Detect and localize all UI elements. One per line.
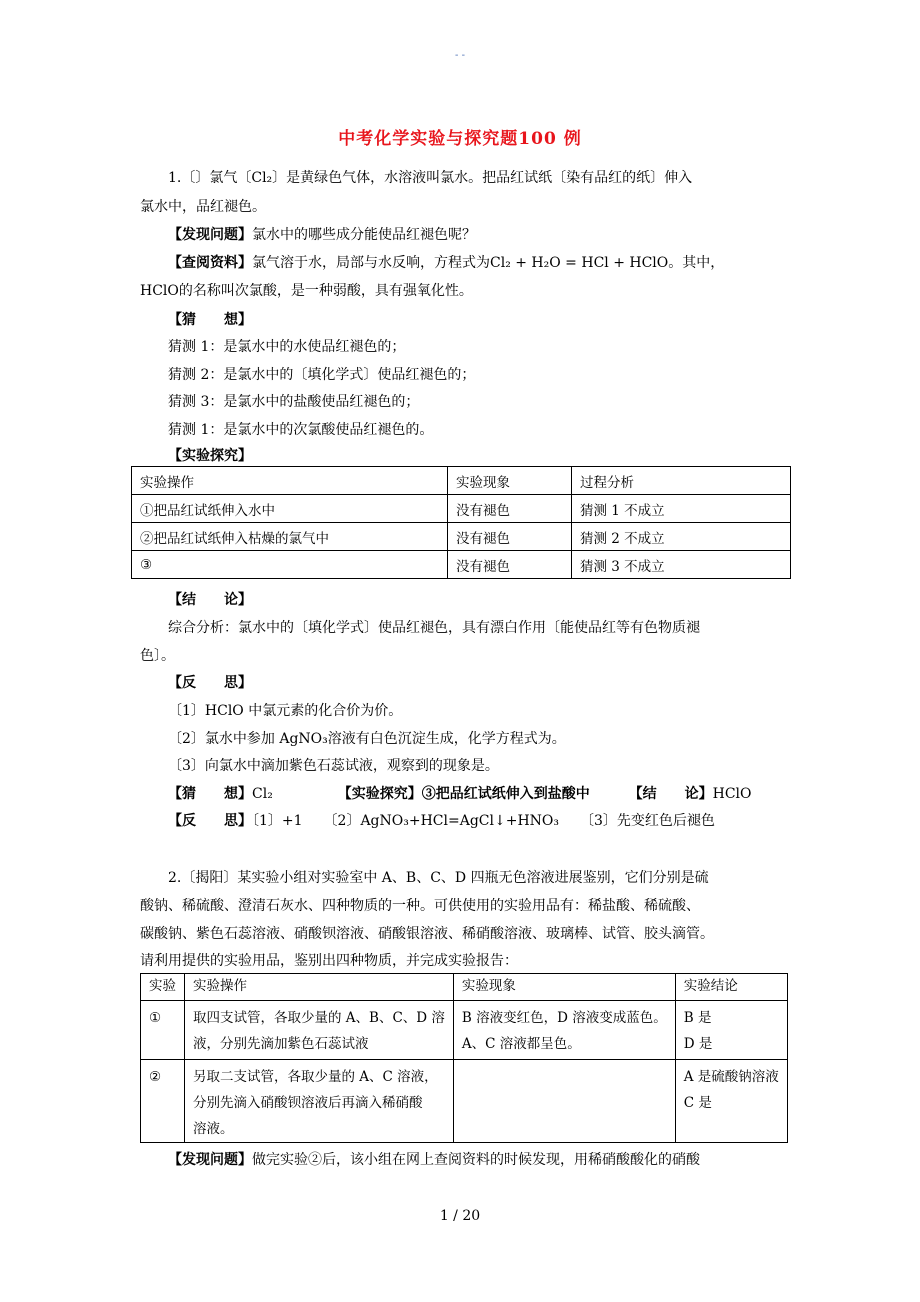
q1-guess-2: 猜测 2：是氯水中的〔填化学式〕使品红褪色的； (168, 367, 476, 383)
cell-line: 液，分别先滴加紫色石蕊试液 (193, 1036, 369, 1052)
q1-lookup-line2: HClO的名称叫次氯酸，是一种弱酸，具有强氧化性。 (140, 283, 473, 299)
table-row (132, 523, 791, 551)
discover-label: 【发现问题】 (168, 227, 252, 243)
q2-line2: 酸钠、稀硫酸、澄清石灰水、四种物质的一种。可供使用的实验用品有：稀盐酸、稀硫酸、 (140, 898, 700, 914)
lookup-label: 【查阅资料】 (168, 255, 252, 271)
discover-text: 做完实验②后，该小组在网上查阅资料的时候发现，用稀硝酸酸化的硝酸 (252, 1152, 700, 1168)
table-cell: 没有褪色 (448, 495, 572, 523)
q1-intro-line1: 1.〔〕氯气〔Cl₂〕是黄绿色气体，水溶液叫氯水。把品红试纸〔染有品红的纸〕伸入 (168, 170, 693, 186)
header-mark: - - (455, 50, 465, 61)
table-header: 实验现象 (448, 467, 572, 495)
discover-text: 氯水中的哪些成分能使品红褪色呢？ (252, 227, 476, 243)
table-header: 实验 (141, 974, 185, 1001)
cell-line: B 溶液变红色，D 溶液变成蓝色。 (461, 1010, 667, 1026)
q2-report-table (140, 973, 788, 1143)
cell-line: 另取二支试管，各取少量的 A、C 溶液， (193, 1069, 438, 1085)
q2-discover (168, 1150, 700, 1170)
table-header: 实验结论 (675, 974, 787, 1001)
q1-guess-label: 【猜 想】 (168, 312, 252, 328)
cell-line: A、C 溶液都呈色。 (461, 1036, 581, 1052)
table-cell: ①把品红试纸伸入水中 (132, 495, 448, 523)
answer-explore: ③把品红试纸伸入到盐酸中 (421, 786, 590, 802)
answer-guess: Cl₂ (252, 786, 273, 802)
q1-guess-1: 猜测 1：是氯水中的水使品红褪色的； (168, 339, 406, 355)
table-cell: ②把品红试纸伸入枯燥的氯气中 (132, 523, 448, 551)
table-cell: ① (141, 1001, 185, 1060)
q1-reflect-2: 〔2〕氯水中参加 AgNO₃溶液有白色沉淀生成，化学方程式为。 (168, 731, 566, 747)
cell-line: 分别先滴入硝酸钡溶液后再滴入稀硝酸 (193, 1095, 423, 1111)
table-header-row (141, 974, 788, 1001)
page-number: 1 / 20 (439, 1208, 481, 1224)
table-cell: 没有褪色 (448, 551, 572, 579)
document-title: 中考化学实验与探究题100 例 (338, 129, 582, 149)
table-cell: ② (141, 1060, 185, 1143)
table-cell (675, 1060, 787, 1143)
q1-guess-4: 猜测 1：是氯水中的次氯酸使品红褪色的。 (168, 422, 434, 438)
table-cell (453, 1060, 675, 1143)
table-cell: 没有褪色 (448, 523, 572, 551)
table-header: 实验现象 (453, 974, 675, 1001)
answer-conclusion: HClO (712, 786, 752, 802)
q1-intro-line2: 氯水中，品红褪色。 (140, 199, 266, 215)
answer-reflect-label: 【反 思】 (168, 813, 252, 829)
table-header-row (132, 467, 791, 495)
q2-line1: 2.〔揭阳〕某实验小组对实验室中 A、B、C、D 四瓶无色溶液进展鉴别，它们分别是硫 (168, 870, 709, 886)
cell-line: 溶液。 (193, 1121, 234, 1137)
q1-explore-label: 【实验探究】 (168, 448, 252, 464)
q1-discover (168, 225, 476, 245)
answer-guess-label: 【猜 想】 (168, 786, 252, 802)
table-cell: 猜测 1 不成立 (572, 495, 791, 523)
cell-line: D 是 (683, 1036, 713, 1052)
cell-line: B 是 (683, 1010, 712, 1026)
q2-line3: 碳酸钠、紫色石蕊溶液、硝酸钡溶液、硝酸银溶液、稀硝酸溶液、玻璃棒、试管、胶头滴管。 (140, 926, 714, 942)
table-header: 实验操作 (185, 974, 454, 1001)
q1-reflect-1: 〔1〕HClO 中氯元素的化合价为价。 (168, 703, 403, 719)
answer-explore-label: 【实验探究】 (337, 786, 422, 802)
q2-line4: 请利用提供的实验用品，鉴别出四种物质，并完成实验报告： (140, 953, 518, 969)
cell-line: 取四支试管，各取少量的 A、B、C、D 溶 (193, 1010, 445, 1026)
q1-conclusion-line1: 综合分析：氯水中的〔填化学式〕使品红褪色，具有漂白作用〔能使品红等有色物质褪 (168, 620, 700, 636)
table-row (132, 495, 791, 523)
answer-reflect: 〔1〕+1 〔2〕AgNO₃+HCl=AgCl↓+HNO₃ 〔3〕先变红色后褪色 (252, 813, 715, 829)
q1-reflect-label: 【反 思】 (168, 675, 252, 691)
cell-line: C 是 (683, 1095, 712, 1111)
table-header: 实验操作 (132, 467, 448, 495)
table-cell: 猜测 2 不成立 (572, 523, 791, 551)
table-row (132, 551, 791, 579)
q1-conclusion-label: 【结 论】 (168, 592, 252, 608)
table-header: 过程分析 (572, 467, 791, 495)
table-cell: ③ (132, 551, 448, 579)
q1-reflect-3: 〔3〕向氯水中滴加紫色石蕊试液，观察到的现象是。 (168, 758, 499, 774)
q1-answers-line1 (168, 784, 752, 804)
cell-line: A 是硫酸钠溶液 (683, 1069, 779, 1085)
lookup-text: 氯气溶于水，局部与水反响，方程式为Cl₂ + H₂O = HCl + HClO。其中， (252, 255, 725, 271)
table-cell (675, 1001, 787, 1060)
table-row (141, 1060, 788, 1143)
table-cell: 猜测 3 不成立 (572, 551, 791, 579)
q1-experiment-table (131, 466, 791, 579)
table-cell (185, 1001, 454, 1060)
table-row (141, 1001, 788, 1060)
table-cell (185, 1060, 454, 1143)
discover-label: 【发现问题】 (168, 1152, 252, 1168)
q1-lookup (168, 253, 724, 273)
q1-guess-3: 猜测 3：是氯水中的盐酸使品红褪色的； (168, 394, 420, 410)
table-cell (453, 1001, 675, 1060)
answer-conclusion-label: 【结 论】 (628, 786, 713, 802)
q1-conclusion-line2: 色〕。 (140, 648, 175, 664)
q1-answers-line2 (168, 811, 715, 831)
